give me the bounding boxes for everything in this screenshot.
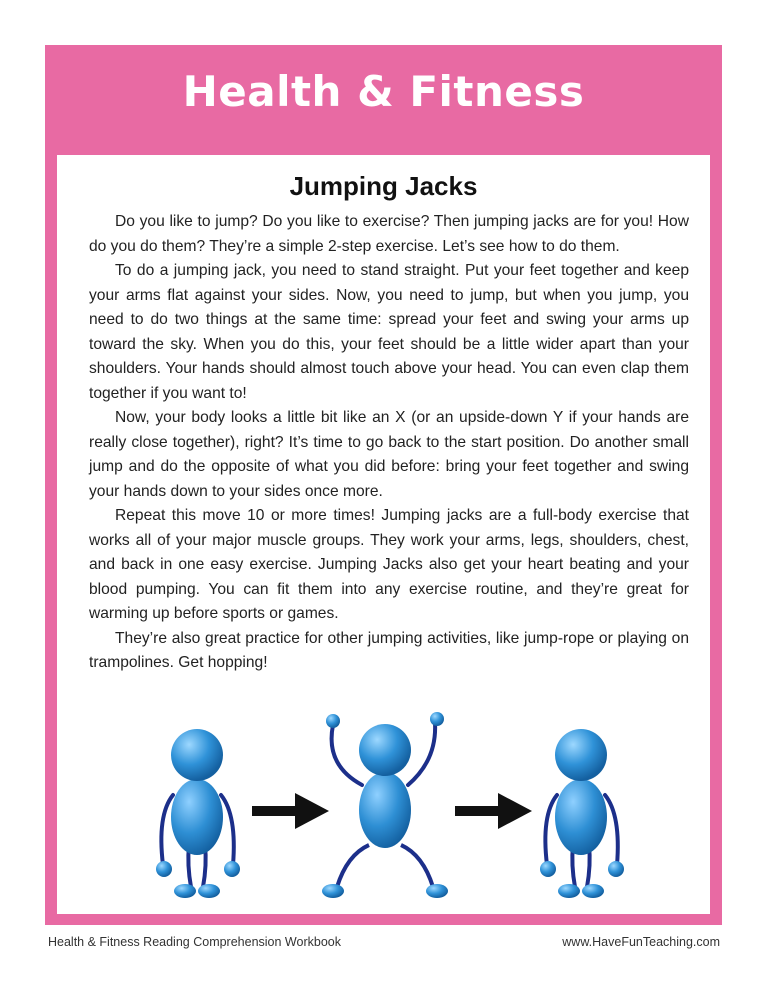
- figure-standing-icon: [540, 729, 624, 898]
- footer-workbook-title: Health & Fitness Reading Comprehension Workbook: [48, 935, 341, 949]
- content-panel: [57, 155, 710, 914]
- paragraph: Repeat this move 10 or more times! Jumping jacks are a full-body exercise that works all of your major muscle groups. They work your arms, legs, shoulders, chest, and back in one easy exercise. Jumping Jacks also get your heart beating and your blood pumping. You can fit them into any exercise routine, and they’re great for warming up before sports or games.: [89, 507, 689, 622]
- figure-jumping-icon: [322, 712, 448, 898]
- jumping-jack-illustration: [57, 705, 710, 905]
- arrow-right-icon: [455, 793, 532, 829]
- figure-standing-icon: [156, 729, 240, 898]
- body-text: [89, 210, 689, 676]
- paragraph: They’re also great practice for other jumping activities, like jump-rope or playing on trampolines. Get hopping!: [89, 629, 689, 671]
- arrow-right-icon: [252, 793, 329, 829]
- paragraph: Do you like to jump? Do you like to exercise? Then jumping jacks are for you! How do you do them? They’re a simple 2-step exercise. Let’s see how to do them.: [89, 213, 689, 255]
- page-frame: [45, 45, 722, 925]
- header-title: Health & Fitness: [182, 67, 585, 116]
- paragraph: To do a jumping jack, you need to stand straight. Put your feet together and keep your arms flat against your sides. Now, you need to jump, but when you jump, you need to do two things at the same time: spread your feet and swing your arms up toward the sky. When you do this, your feet should be a little wider apart than your shoulders. Your hands should almost touch above your head. You can even clap them together if you want to!: [89, 262, 689, 402]
- document-title: Jumping Jacks: [289, 171, 478, 201]
- footer-website: www.HaveFunTeaching.com: [562, 935, 720, 949]
- paragraph: Now, your body looks a little bit like an X (or an upside-down Y if your hands are really close together), right? It’s time to go back to the start position. Do another small jump and do the opposite of what you did before: bring your feet together and swing your hands down to your sides once more.: [89, 409, 689, 500]
